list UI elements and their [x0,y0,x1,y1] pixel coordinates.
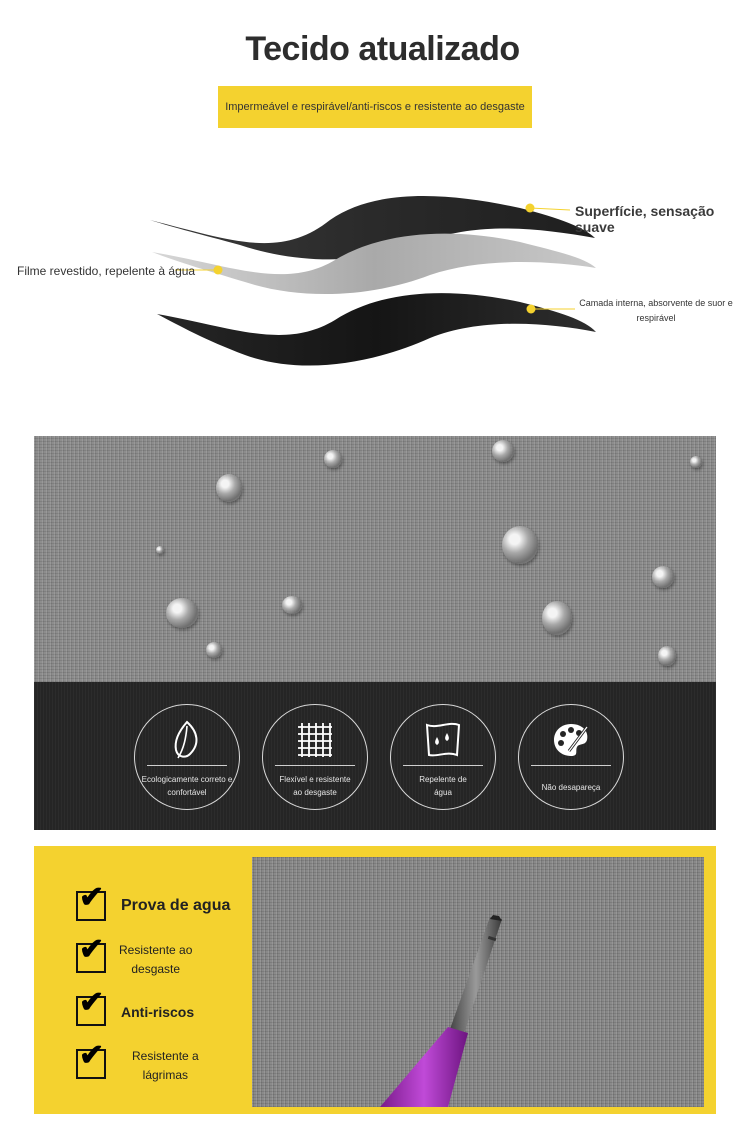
water-droplet [658,646,676,666]
feature-water-repellent-label: Repelente de água [419,775,467,797]
feature-eco-label: Ecologicamente correto e confortável [141,775,233,797]
banner-text: Impermeável e respirável/anti-riscos e resistente ao desgaste [225,101,525,113]
checklist-label: Resistente a lágrimas [132,1049,199,1082]
page-title: Tecido atualizado [245,30,520,68]
feature-flexible [262,704,368,810]
middle-layer-marker [214,266,223,275]
feature-no-fade-label: Não desapareça [541,783,601,792]
water-droplet [206,642,222,658]
water-droplet [282,596,302,614]
water-droplet [216,474,242,502]
checkmark-icon: ✔ [79,881,105,914]
water-droplet [156,546,164,554]
water-droplet [690,456,702,468]
water-droplet [652,566,674,588]
checkmark-icon: ✔ [79,933,105,966]
palette-icon [519,717,623,763]
water-droplet [324,450,342,468]
leaf-icon [135,717,239,763]
bottom-layer-marker [527,305,536,314]
water-drop-icon [391,717,495,763]
middle-layer-label: Filme revestido, repelente à água [17,264,196,278]
checkmark-icon: ✔ [79,986,105,1019]
top-layer-label: Superfície, sensação suave [575,203,715,235]
fabric-surface [34,436,716,682]
feature-flexible-label: Flexível e resistente ao desgaste [279,775,351,797]
water-droplet [166,598,198,628]
water-droplet [502,526,538,564]
bottom-layer-label-line2: respirável [636,313,676,323]
feature-eco [134,704,240,810]
grid-icon [263,717,367,763]
fabric-layers-diagram [0,150,750,410]
checklist-label: Resistente ao desgaste [119,943,193,976]
feature-water-repellent [390,704,496,810]
checklist-label: Prova de agua [121,897,231,914]
water-droplet [492,440,514,462]
feature-banner [218,86,532,128]
checklist-label: Anti-riscos [121,1004,195,1020]
feature-no-fade [518,704,624,810]
bottom-layer-label-line1: Camada interna, absorvente de suor e [579,298,733,308]
fabric-waterproof-photo [34,436,716,830]
screwdriver-illustration [252,857,704,1107]
top-layer-marker [526,204,535,213]
bottom-layer-label [578,296,734,326]
scratch-test-photo [252,857,704,1107]
bottom-inner-layer [157,293,596,365]
checkmark-icon: ✔ [79,1039,105,1072]
water-droplet [542,601,572,635]
layers-illustration [0,150,750,410]
